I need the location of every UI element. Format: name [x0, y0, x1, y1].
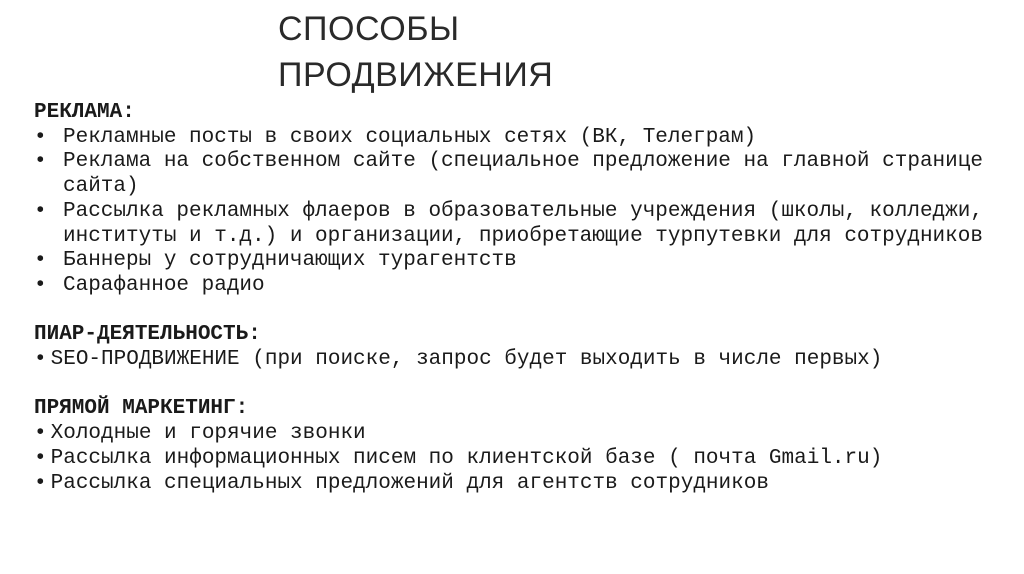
section-heading: РЕКЛАМА: [34, 101, 135, 124]
section-heading: ПРЯМОЙ МАРКЕТИНГ: [34, 397, 249, 421]
list-item-text: Сарафанное радио [63, 273, 265, 297]
bullet-icon: • [34, 471, 47, 495]
bullet-icon: • [34, 125, 47, 149]
bullet-icon: • [34, 422, 47, 446]
bullet-list [34, 126, 1014, 299]
list-item [34, 249, 1014, 274]
bullet-list [34, 348, 1014, 373]
section-advertising [34, 101, 1014, 299]
list-item-text: Баннеры у сотрудничающих турагентств [63, 249, 517, 273]
list-item [34, 422, 1014, 447]
list-item-text: Рекламные посты в своих социальных сетях (ВК, Телеграм) [63, 125, 757, 149]
slide-title-line: ПРОДВИЖЕНИЯ [278, 56, 554, 94]
bullet-icon: • [34, 199, 47, 223]
slide-body [34, 101, 1014, 496]
bullet-icon: • [34, 348, 47, 372]
slide-title [278, 6, 553, 98]
bullet-icon: • [34, 249, 47, 273]
list-item [34, 150, 1014, 199]
list-item-text: Реклама на собственном сайте (специальное предложение на главной странице сайта) [63, 150, 983, 199]
list-item-text: Холодные и горячие звонки [50, 422, 366, 446]
slide-title-line: СПОСОБЫ [278, 10, 460, 48]
section-heading: ПИАР-ДЕЯТЕЛЬНОСТЬ: [34, 323, 261, 347]
list-item-text: Рассылка информационных писем по клиентской базе ( почта Gmail.ru) [50, 446, 883, 470]
list-item [34, 348, 1014, 373]
list-item [34, 200, 1014, 249]
list-item [34, 472, 1014, 497]
section-pr [34, 323, 1014, 372]
list-item [34, 274, 1014, 299]
list-item-text: Рассылка рекламных флаеров в образовательные учреждения (школы, колледжи, институты и т.д.) и организации, приобретающие турпутевки для сотрудников [63, 199, 983, 248]
section-direct-marketing [34, 397, 1014, 496]
bullet-icon: • [34, 446, 47, 470]
list-item-text: SEO-ПРОДВИЖЕНИЕ (при поиске, запрос будет выходить в числе первых) [50, 348, 883, 372]
list-item-text: Рассылка специальных предложений для агентств сотрудников [50, 471, 769, 495]
bullet-list [34, 422, 1014, 496]
bullet-icon: • [34, 150, 47, 174]
list-item [34, 126, 1014, 151]
bullet-icon: • [34, 273, 47, 297]
list-item [34, 447, 1014, 472]
